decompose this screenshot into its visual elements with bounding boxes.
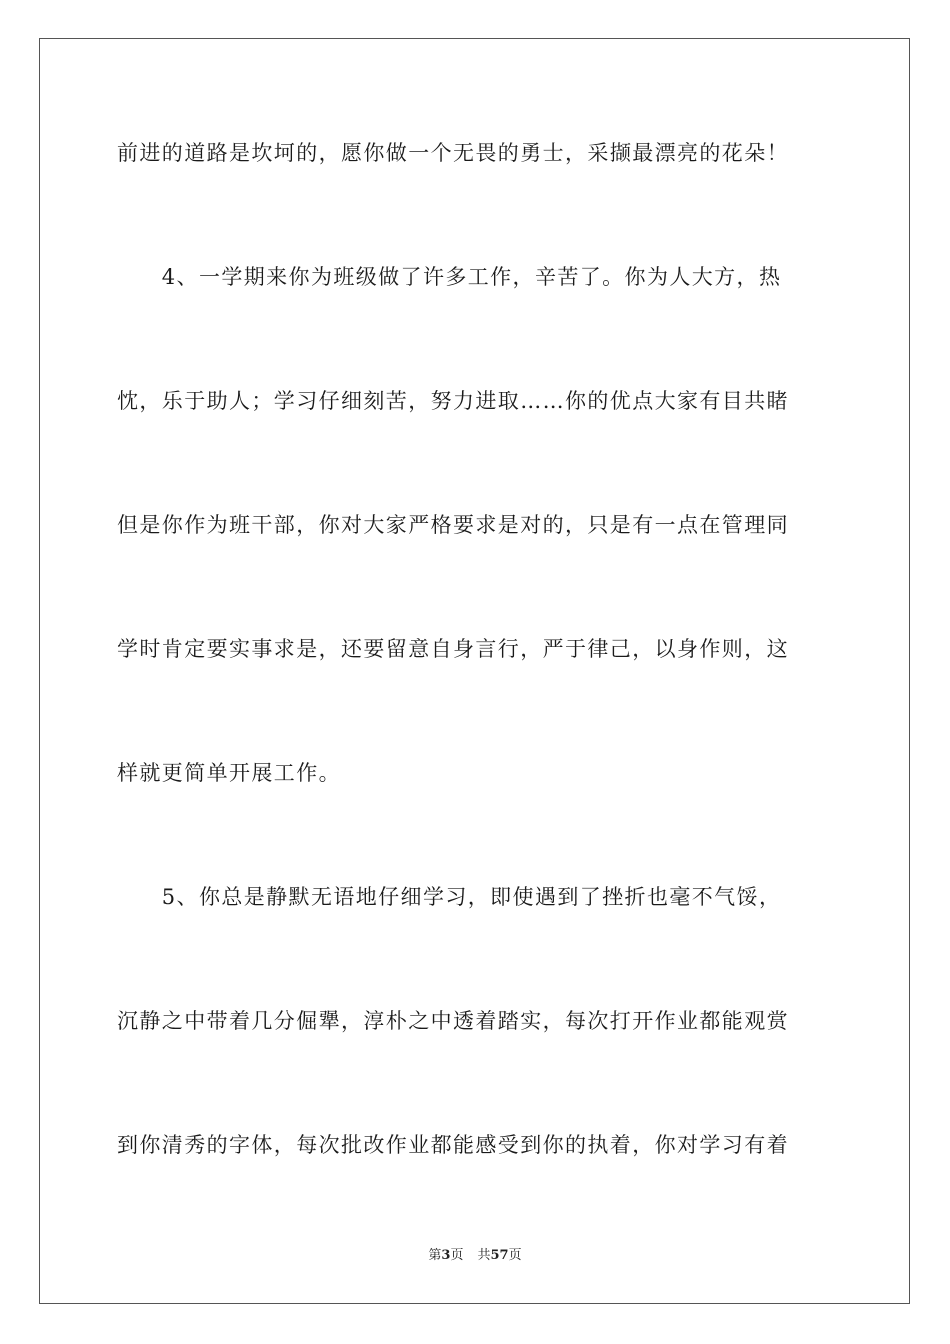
text-line-4: 但是你作为班干部，你对大家严格要求是对的，只是有一点在管理同 — [117, 513, 789, 537]
text-line-1: 前进的道路是坎坷的，愿你做一个无畏的勇士，采撷最漂亮的花朵！ — [117, 141, 789, 165]
total-suffix: 页 — [508, 1248, 522, 1263]
text-line-5: 学时肯定要实事求是，还要留意自身言行，严于律己，以身作则，这 — [117, 637, 789, 661]
total-pages: 57 — [490, 1248, 509, 1263]
text-line-8: 沉静之中带着几分倔犟，淳朴之中透着踏实，每次打开作业都能观赏 — [117, 1009, 789, 1033]
total-prefix: 共 — [477, 1248, 491, 1263]
text-line-2: 4、一学期来你为班级做了许多工作，辛苦了。你为人大方，热 — [117, 265, 782, 289]
page-footer — [0, 1247, 950, 1265]
text-line-3: 忱，乐于助人；学习仔细刻苦，努力进取……你的优点大家有目共睹 — [117, 389, 789, 413]
text-line-7: 5、你总是静默无语地仔细学习，即使遇到了挫折也毫不气馁， — [117, 885, 782, 909]
text-line-9: 到你清秀的字体，每次批改作业都能感受到你的执着，你对学习有着 — [117, 1133, 789, 1157]
text-line-6: 样就更简单开展工作。 — [117, 761, 341, 785]
page-number: 3 — [441, 1248, 451, 1263]
page-border — [39, 38, 910, 1304]
page-prefix: 第 — [428, 1248, 442, 1263]
page-suffix: 页 — [450, 1248, 464, 1263]
